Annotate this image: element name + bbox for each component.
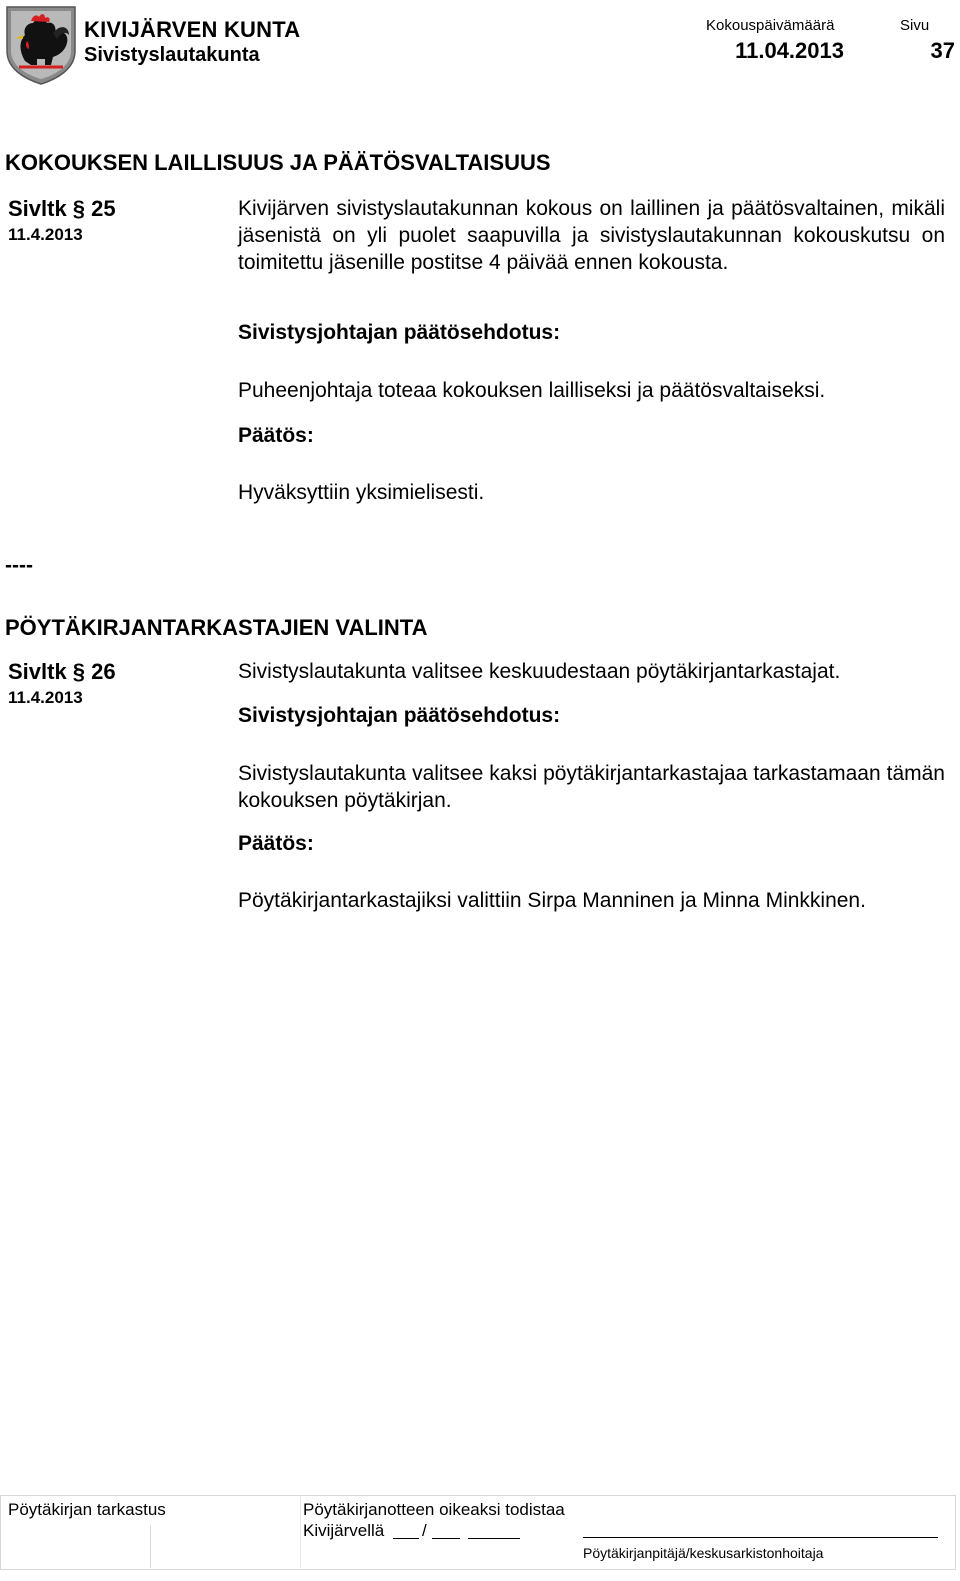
footer-review-label: Pöytäkirjan tarkastus (8, 1500, 166, 1519)
section-title: PÖYTÄKIRJANTARKASTAJIEN VALINTA (5, 615, 428, 640)
footer-secretary-label: Pöytäkirjanpitäjä/keskusarkistonhoitaja (583, 1545, 824, 1561)
section-title: KOKOUKSEN LAILLISUUS JA PÄÄTÖSVALTAISUUS (5, 150, 551, 175)
footer-place: Kivijärvellä (303, 1521, 385, 1540)
proposal-text: Puheenjohtaja toteaa kokouksen lailliseksi ja päätösvaltaiseksi. (238, 379, 826, 402)
coat-of-arms-icon (5, 5, 77, 85)
section-date: 11.4.2013 (8, 688, 83, 707)
footer-divider (300, 1495, 301, 1568)
section-id: Sivltk § 26 (8, 659, 116, 684)
decision-label: Päätös: (238, 832, 314, 855)
meeting-date-value: 11.04.2013 (735, 38, 844, 63)
proposal-label: Sivistysjohtajan päätösehdotus: (238, 704, 561, 727)
decision-label: Päätös: (238, 424, 314, 447)
decision-text: Hyväksyttiin yksimielisesti. (238, 481, 485, 504)
decision-text: Pöytäkirjantarkastajiksi valittiin Sirpa Manninen ja Minna Minkkinen. (238, 889, 866, 912)
section-intro: Kivijärven sivistyslautakunnan kokous on laillinen ja päätösvaltainen, mikäli jäsenistä on yli puolet saapuvilla ja sivistyslautakunnan kokouskutsu on toimitettu jäsenille postitse 4 päivää ennen kokousta. (238, 197, 945, 274)
section-separator: ---- (5, 554, 33, 577)
proposal-label: Sivistysjohtajan päätösehdotus: (238, 321, 561, 344)
proposal-text: Sivistyslautakunta valitsee kaksi pöytäkirjantarkastajaa tarkastamaan tämän kokouksen pöytäkirjan. (238, 762, 945, 812)
footer-divider (150, 1525, 151, 1568)
footer-date-slash: / (422, 1521, 427, 1540)
section-intro: Sivistyslautakunta valitsee keskuudestaan pöytäkirjantarkastajat. (238, 660, 841, 683)
section-date: 11.4.2013 (8, 225, 83, 244)
footer-date-blank (468, 1538, 520, 1539)
footer-date-blank (432, 1538, 460, 1539)
page-label: Sivu (900, 17, 930, 34)
section-id: Sivltk § 25 (8, 196, 116, 221)
footer-certified-label: Pöytäkirjanotteen oikeaksi todistaa (303, 1500, 565, 1519)
municipality-name: KIVIJÄRVEN KUNTA (84, 17, 301, 42)
footer-date-blank (393, 1538, 419, 1539)
meeting-date-label: Kokouspäivämäärä (706, 17, 835, 34)
board-name: Sivistyslautakunta (84, 44, 260, 66)
footer-signature-line (583, 1537, 938, 1538)
page-number: 37 (930, 38, 955, 63)
